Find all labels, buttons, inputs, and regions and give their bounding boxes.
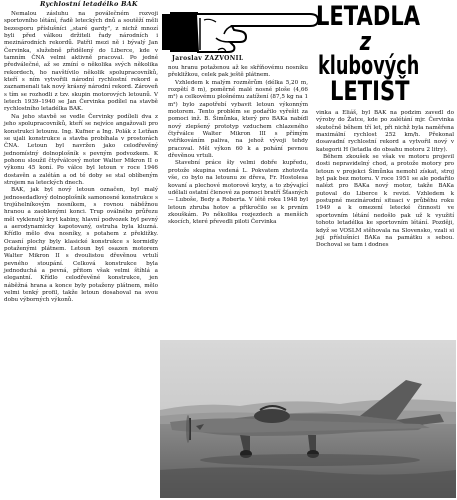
- article-author: Jaroslav ZAZVONIL: [172, 55, 244, 62]
- paragraph: Vzhledem k malým rozměrům (délka 5,20 m, rozpětí 8 m), poměrně malé nosné ploše (4,66 m²) a celkovému plošnému zatížení (87,5 kg na 1 m²) bylo zapotřebí vybavit letoun výkonným motorem. Tento problém se podařilo vyřešit za pomoci inž. B. Šimůnka, který pro BAKa nabídl nový zlepšený prototyp vzduchem chlazeného čtyřválce Walter Mikron III s přímým vstřikováním paliva, na jehož vývoji tehdy pracoval. Měl výkon 60 k a pohání pevnou dřevěnou vrtuli.: [168, 79, 308, 160]
- paragraph: Během zkoušek se však ve motoru projevil dosti nepravidelný chod, a protože motory pro letoun v projekci Šimůnka nemohl získat, stroj byl pak bez motoru. V roce 1951 se ale podařilo nalézt pro BAKa nový motor, takže BAKa putoval do Liberce k revizi. Vzhledem k postupné mezinárodní situaci v průběhu roku 1949 a k omezení letecké činnosti ve sportovním létání nedošlo pak už k využití tohoto letadélka ke sportovním létání. Později, když se VOSLM stěhovala na Slovensko, vzali si její příslušníci BAKa na památku s sebou. Dochoval se tam i dodnes: [316, 154, 454, 249]
- headline-line-4: LETIŠŤ: [330, 76, 410, 107]
- paragraph: vinka a Eliáš, byl BAK na podzim zavedl do výroby do Žatce, kde po zalétání mjr. Červinka skutečně během tří let, při nichž byla naměřena maximální rychlost 252 km/h. Překonal dosavadní rychlostní rekord a vytvořil nový v kategorii H (letadla do obsahu motoru 2 litry).: [316, 110, 454, 153]
- section-title: Rychlostní letadélko BAK: [40, 0, 138, 8]
- headline-line-1: LETADLA: [316, 1, 421, 32]
- pointing-hand-icon: [160, 6, 320, 54]
- headline-line-3: klubových: [318, 51, 420, 81]
- aircraft-photo: [160, 340, 456, 498]
- paragraph: nou hranu potaženou až ke skříňovému nosníku překližkou, celek pak ještě plátnem.: [168, 65, 308, 79]
- text-column-2: [168, 65, 308, 227]
- headline-line-2: z: [359, 27, 372, 57]
- article-headline: [316, 1, 456, 107]
- paragraph: Na jeho stavbě se vedle Červinky podíleli dva z jeho spolupracovníků, kteří se nejvíce angažovali pro konstrukci letounu. Ing. Kufner a Ing. Polák z Letňan se ujali konstrukce a stavba probíhala v prostorách ČNA. Letoun byl navržen jako celodřevěný jednomístný dolnoplošník s pevným podvozkem. K pohonu sloužil čtyřválcový motor Walter Mikron II o výkonu 45 koní. Po válce byl letoun v roce 1946 dostavěn a zalétán a od té doby se stal oblíbeným strojem na leteckých dnech.: [4, 113, 158, 186]
- paragraph: BAK, jak byl nový letoun označen, byl malý jednosedadlový dolnoplošník samonosné konstrukce s trojúhelníkovým nosníkem, s rovnou náběžnou hranou a zaoblenými konci. Trup oválného průřezu měl vyklenutý kryt kabiny, hlavní podvozek byl pevný a aerodynamicky kapotovaný, ostruha byla kluzná. Křídlo mělo dva nosníky, s potahem z překližky. Ocasní plochy byly klasické konstrukce s kormidly potaženými plátnem. Letoun byl osazen motorem Walter Mikron II s dvoulistou dřevěnou vrtulí pevného stoupání. Celková konstrukce byla jednoduchá a pevná, přitom však velmi štíhlá a elegantní. Křídlo celodřevěné konstrukce, jen náběžná hrana a konce byly potaženy plátnem, mělo velmi tenký profil, takže letoun dosahoval na svou dobu výborných výkonů.: [4, 187, 158, 304]
- paragraph: Nemalou zásluhu na poválečném rozvoji sportovního létání, řadě leteckých dnů a soutěží měli bezesporu příslušníci „staré gardy", z nichž mnozí byli před válkou držiteli řady národních i mezinárodních rekordů. Patřil mezi ně i bývalý Jan Červinka, služebně přidělený do Liberce, kde v tamním ČNA velmi aktivně pracoval. Po jedné předválečné, až se zmíní o několika svých několika rekordech, ho navštívilo několik spolupracovníků, kteří s ním vytvořili národní rychlostní rekord a zaznamenali tak nový krásný národní rekord. Zároveň s tím se rozhodli z tzv. skupin motorových letounů. V letech 1939–1940 se Jan Červinka podílel na stavbě rychlostního letadélka BAK.: [4, 11, 158, 113]
- text-column-1: [4, 11, 158, 305]
- text-column-3: [316, 110, 454, 250]
- paragraph: Stavební práce šly velmi dobře kupředu, protože skupina vedená L. Pokvatem zhotovila vše, co bylo na letounu ze dřeva, Fr. Hostolesa kovaní a plechové motorové kryty, a to zbývající udělali ostatní členové za pomoci bratří Šťasných — Luboše, Bedy a Roberta. V létě roku 1948 byl letoun zhruba hotov a přikročilo se k prvním zkouškám. Po několika rozjezdech a menších skocích, které převedli piloti Červinka: [168, 160, 308, 226]
